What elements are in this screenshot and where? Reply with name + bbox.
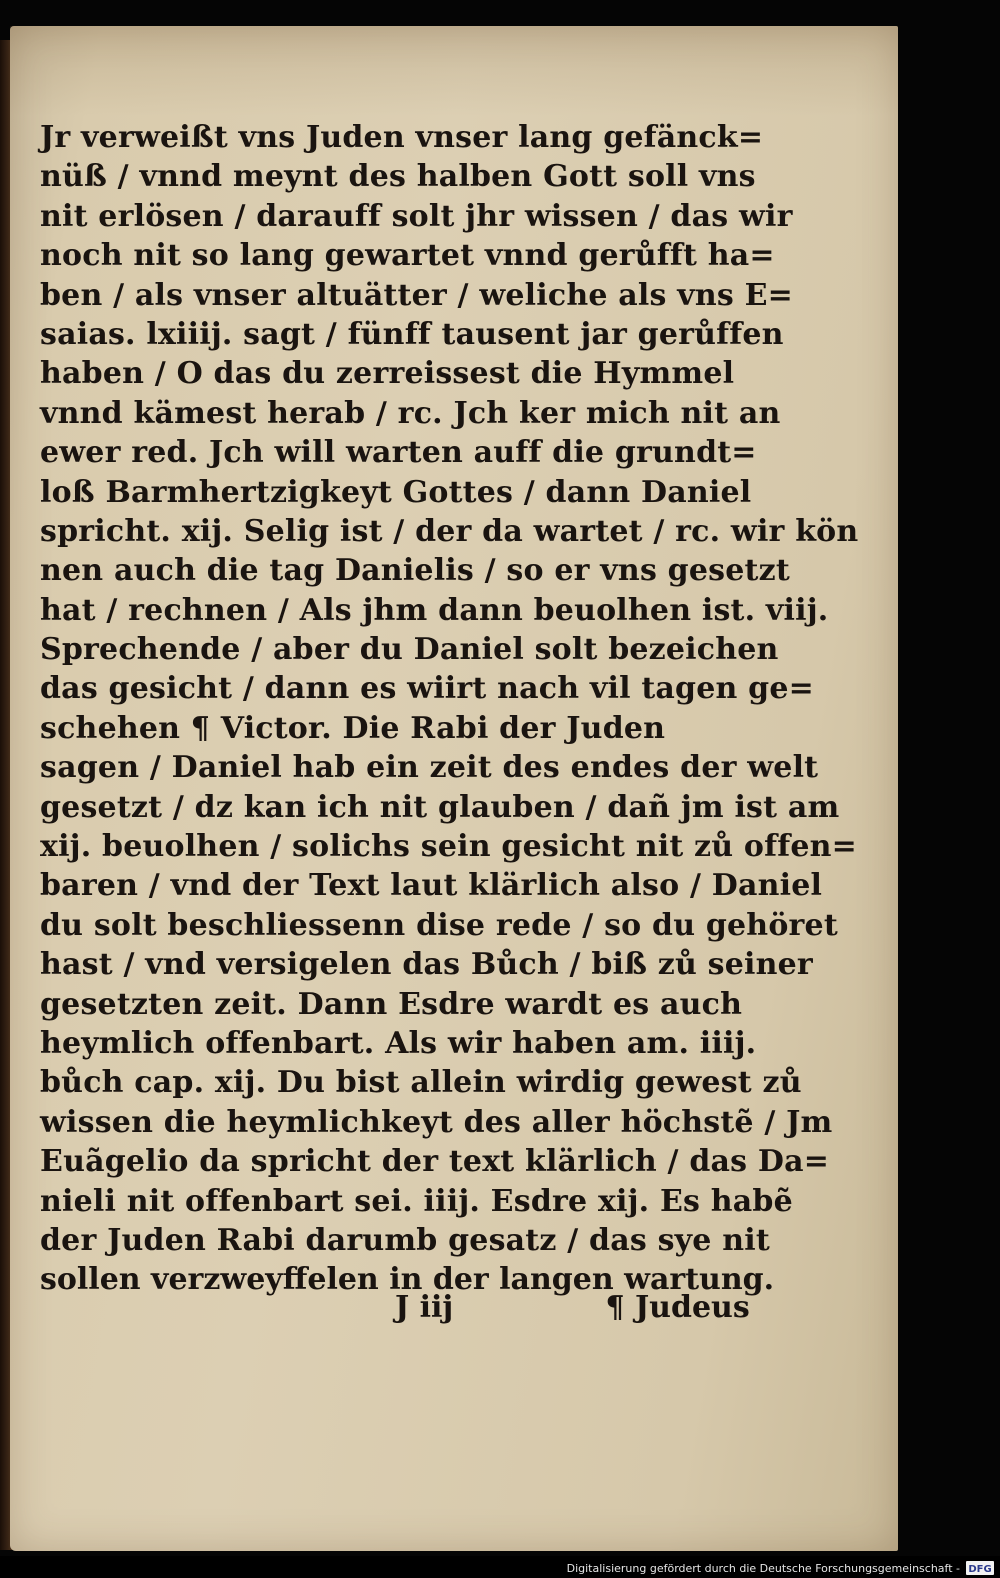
text-line: hast / vnd versigelen das Bůch / biß zů seiner	[40, 947, 813, 983]
text-line: ewer red. Jch will warten auff die grundt=	[40, 435, 757, 471]
text-line: du solt beschliessenn dise rede / so du gehöret	[40, 907, 838, 943]
text-line: ben / als vnser altuätter / weliche als vns E=	[40, 277, 794, 313]
text-line: der Juden Rabi darumb gesatz / das sye nit	[40, 1222, 770, 1258]
text-line: heymlich offenbart. Als wir haben am. iiij.	[40, 1025, 757, 1061]
text-line: noch nit so lang gewartet vnnd gerůfft ha=	[40, 238, 775, 274]
text-line: nüß / vnnd meynt des halben Gott soll vns	[40, 159, 756, 195]
text-line: nieli nit offenbart sei. iiij. Esdre xij. Es habẽ	[40, 1183, 793, 1219]
text-line: gesetzt / dz kan ich nit glauben / dañ jm ist am	[40, 789, 840, 825]
text-line: gesetzten zeit. Dann Esdre wardt es auch	[40, 986, 743, 1022]
signature-mark: J iij	[395, 1290, 454, 1325]
dfg-logo-icon	[966, 1561, 994, 1575]
text-line: schehen ¶ Victor. Die Rabi der Juden	[40, 710, 666, 746]
text-line: haben / O das du zerreissest die Hymmel	[40, 356, 735, 392]
text-line: nen auch die tag Danielis / so er vns gesetzt	[40, 553, 790, 589]
text-line: loß Barmhertzigkeyt Gottes / dann Daniel	[40, 474, 752, 510]
text-line: sagen / Daniel hab ein zeit des endes der welt	[40, 750, 819, 786]
text-line: sollen verzweyffelen in der langen wartung.	[40, 1262, 775, 1298]
digitization-credit: Digitalisierung gefördert durch die Deutsche Forschungsgemeinschaft -	[566, 1562, 960, 1575]
page-footer	[395, 1290, 750, 1325]
credit-bar	[0, 1556, 1000, 1578]
text-line: spricht. xij. Selig ist / der da wartet / rc. wir kön	[40, 513, 859, 549]
text-line: xij. beuolhen / solichs sein gesicht nit zů offen=	[40, 829, 857, 865]
text-block	[40, 118, 859, 1300]
text-line: nit erlösen / darauff solt jhr wissen / das wir	[40, 198, 793, 234]
text-line: baren / vnd der Text laut klärlich also / Daniel	[40, 868, 823, 904]
dfg-logo-text: DFG	[968, 1564, 992, 1575]
text-line: Sprechende / aber du Daniel solt bezeichen	[40, 632, 779, 668]
text-line: wissen die heymlichkeyt des aller höchstẽ / Jm	[40, 1104, 833, 1140]
text-line: hat / rechnen / Als jhm dann beuolhen ist. viij.	[40, 592, 829, 628]
catchword: ¶ Judeus	[605, 1290, 750, 1325]
text-line: saias. lxiiij. sagt / fünff tausent jar gerůffen	[40, 316, 784, 352]
text-line: Euãgelio da spricht der text klärlich / das Da=	[40, 1144, 830, 1180]
text-line: das gesicht / dann es wiirt nach vil tagen ge=	[40, 671, 814, 707]
text-line: Jr verweißt vns Juden vnser lang gefänck=	[40, 120, 764, 155]
text-line: vnnd kämest herab / rc. Jch ker mich nit an	[40, 395, 781, 431]
text-line: bůch cap. xij. Du bist allein wirdig gewest zů	[40, 1065, 802, 1101]
